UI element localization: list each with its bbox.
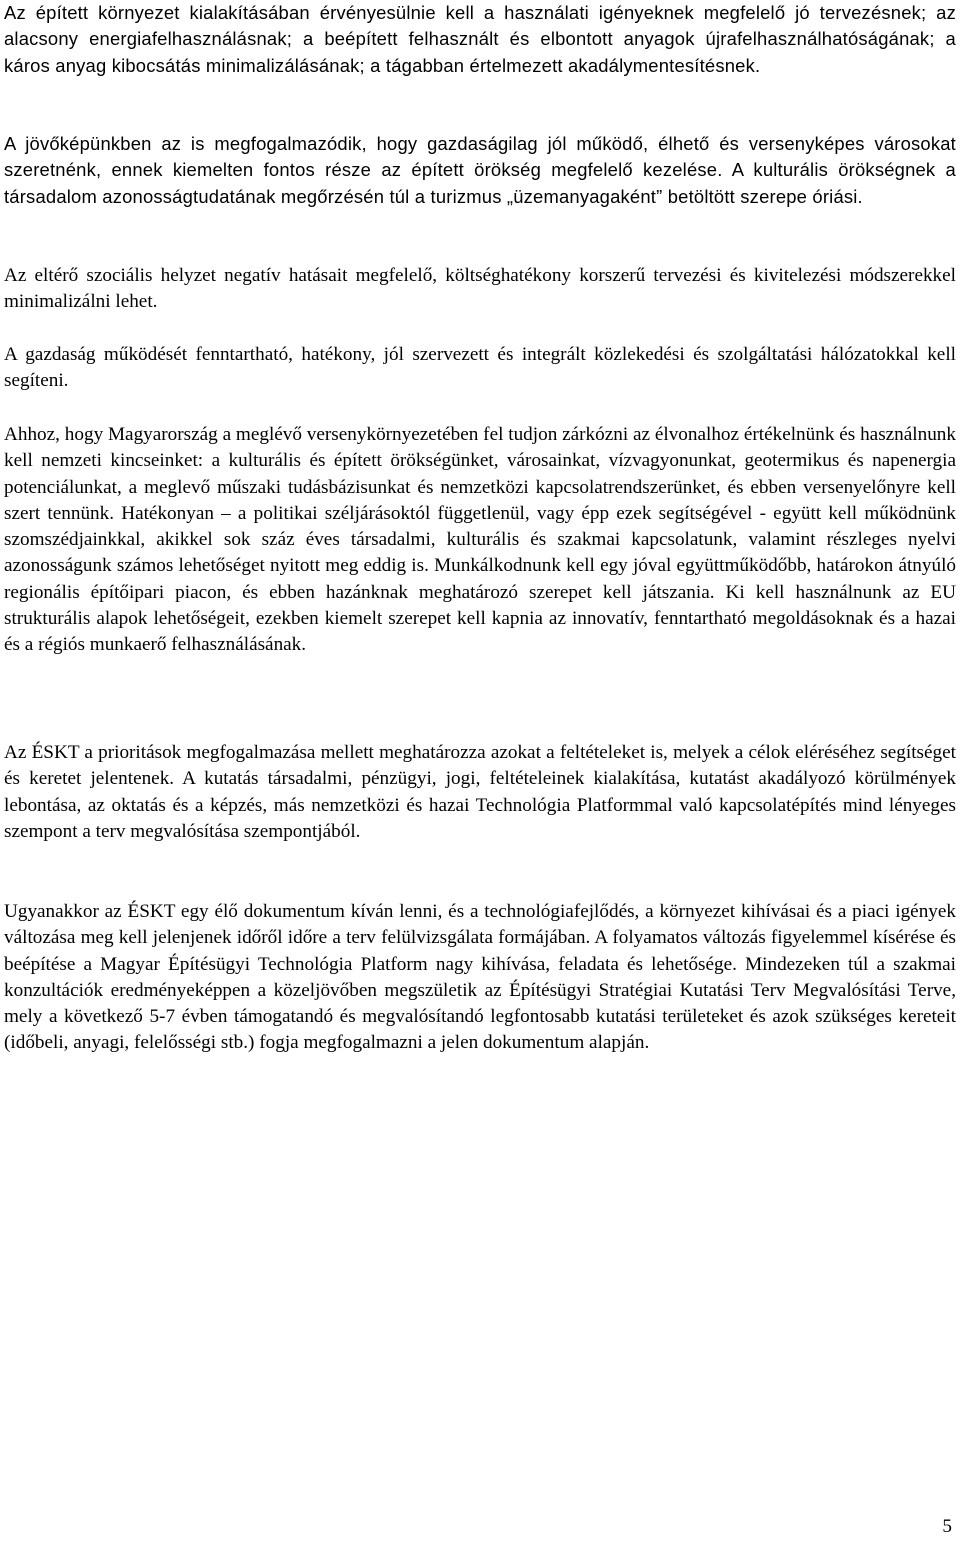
page-number: 5 (942, 1516, 952, 1537)
paragraph-hungary-competition: Ahhoz, hogy Magyarország a meglévő versenykörnyezetében fel tudjon zárkózni az élvonalhoz értékelnünk és használnunk kell nemzeti kincseinket: a kulturális és épített örökségünket, városainkat, vízvagyonunkat, geotermikus és napenergia potenciálunkat, a meglevő műszaki tudásbázisunkat és nemzetközi kapcsolatrendszerünket, és ebben versenyelőnyre kell szert tennünk. Hatékonyan – a politikai széljárásoktól függetlenül, vagy épp ezek segítségével - együtt kell működnünk szomszédjainkkal, akikkel sok száz éves társadalmi, kulturális és szakmai kapcsolatunk, valamint részleges nyelvi azonosságunk számos lehetőséget nyitott meg eddig is. Munkálkodnunk kell egy jóval együttműködőbb, határokon átnyúló regionális építőipari piacon, és ebben hazánknak meghatározó szerepet kell játszania. Ki kell használnunk az EU strukturális alapok lehetőségeit, ezekben kiemelt szerepet kell kapnia az innovatív, fenntartható megoldásoknak és a hazai és a régiós munkaerő felhasználásának. (4, 424, 956, 656)
paragraph-eskt-living-document: Ugyanakkor az ÉSKT egy élő dokumentum kíván lenni, és a technológiafejlődés, a környezet kihívásai és a piaci igények változása meg kell jelenjenek időről időre a terv felülvizsgálata formájában. A folyamatos változás figyelemmel kísérése és beépítése a Magyar Építésügyi Technológia Platform nagy kihívása, feladata és lehetősége. Mindezeken túl a szakmai konzultációk eredményeképpen a közeljövőben megszületik az Építésügyi Stratégiai Kutatási Terv Megvalósítási Terve, mely a következő 5-7 évben támogatandó és megvalósítandó legfontosabb kutatási területeket és azok szükséges kereteit (időbeli, anyagi, felelősségi stb.) fogja megfogalmazni a jelen dokumentum alapján. (4, 901, 956, 1054)
paragraph-economy-networks: A gazdaság működését fenntartható, hatékony, jól szervezett és integrált közlekedési és szolgáltatási hálózatokkal kell segíteni. (4, 344, 956, 392)
paragraph-built-environment: Az épített környezet kialakításában érvényesülnie kell a használati igényeknek megfelelő jó tervezésnek; az alacsony energiafelhasználásnak; a beépített felhasznált és elbontott anyagok újrafelhasználhatóságának; a káros anyag kibocsátás minimalizálásának; a tágabban értelmezett akadálymentesítésnek. (4, 2, 956, 76)
paragraph-social-situation: Az eltérő szociális helyzet negatív hatásait megfelelő, költséghatékony korszerű tervezési és kivitelezési módszerekkel minimalizálni lehet. (4, 265, 956, 313)
paragraph-vision-cities: A jövőképünkben az is megfogalmazódik, hogy gazdaságilag jól működő, élhető és versenyképes városokat szeretnénk, ennek kiemelten fontos része az épített örökség megfelelő kezelése. A kulturális örökségnek a társadalom azonosságtudatának megőrzésén túl a turizmus „üzemanyagaként” betöltött szerepe óriási. (4, 133, 956, 207)
paragraph-eskt-priorities: Az ÉSKT a prioritások megfogalmazása mellett meghatározza azokat a feltételeket is, melyek a célok eléréséhez segítséget és keretet jelentenek. A kutatás társadalmi, pénzügyi, jogi, feltételeinek kialakítása, kutatást akadályozó körülmények lebontása, az oktatás és a képzés, más nemzetközi és hazai Technológia Platformmal való kapcsolatépítés mind lényeges szempont a terv megvalósítása szempontjából. (4, 742, 956, 842)
